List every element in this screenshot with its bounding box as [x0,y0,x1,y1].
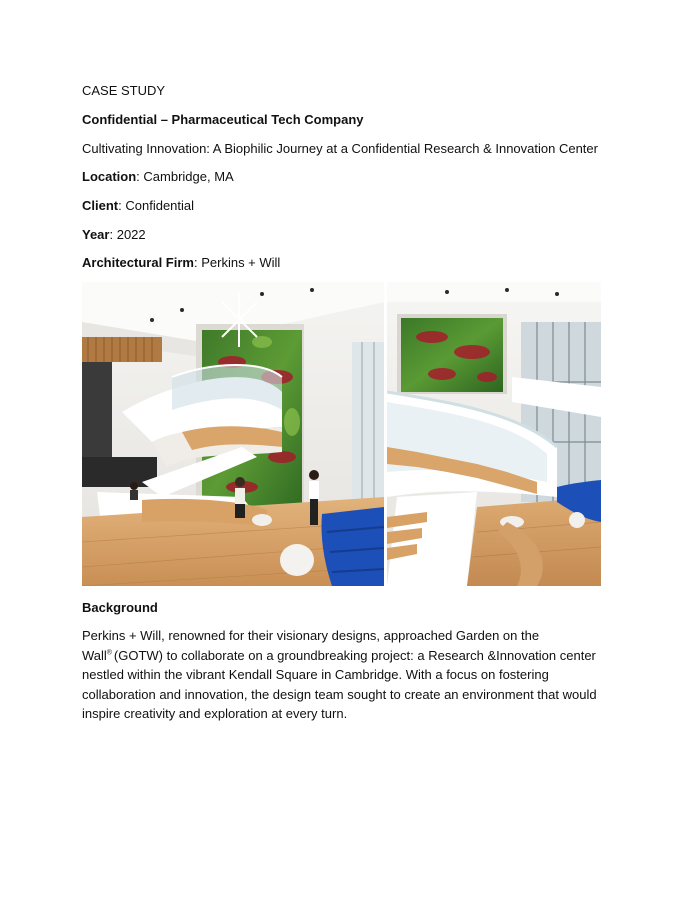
paragraph-line: Perkins + Will, renowned for their visionary designs, approached Garden on the [82,628,540,643]
detail-location [82,169,234,185]
atrium-illustration-left [82,282,384,586]
detail-label: Year [82,227,110,242]
detail-sep: : [193,255,202,270]
detail-value: Cambridge, MA [143,169,234,184]
atrium-illustration-right [387,282,601,586]
paragraph-line: collaboration and innovation, the design team sought to create an environment that would [82,686,597,702]
background-heading: Background [82,600,158,615]
subtitle: Cultivating Innovation: A Biophilic Journey at a Confidential Research & Innovation Center [82,141,598,156]
detail-firm [82,255,280,271]
detail-year [82,227,146,243]
detail-value: 2022 [116,227,146,242]
paragraph-line: inspire creativity and exploration at every turn. [82,706,348,721]
detail-label: Client [82,198,119,213]
detail-label: Architectural Firm [82,255,194,270]
detail-sep: : [118,198,126,213]
registered-mark: ® [106,649,114,657]
kicker: CASE STUDY [82,83,166,98]
detail-sep: : [109,227,117,242]
interior-photos [82,282,601,586]
background-paragraph [82,626,622,724]
atrium-photo-right [387,282,601,586]
detail-client [82,198,194,214]
paragraph-line [82,646,622,666]
company-title: Confidential – Pharmaceutical Tech Company [82,112,364,127]
atrium-photo-left [82,282,384,586]
paragraph-line: nestled within the vibrant Kendall Square in Cambridge. With a focus on fostering [82,667,549,682]
paragraph-wall: Wall [82,647,107,663]
detail-value: Perkins + Will [201,255,281,270]
detail-value: Confidential [125,198,195,213]
paragraph-continuation: (GOTW) to collaborate on a groundbreaking project: a Research &Innovation center [113,647,596,663]
detail-sep: : [136,169,144,184]
detail-label: Location [82,169,137,184]
